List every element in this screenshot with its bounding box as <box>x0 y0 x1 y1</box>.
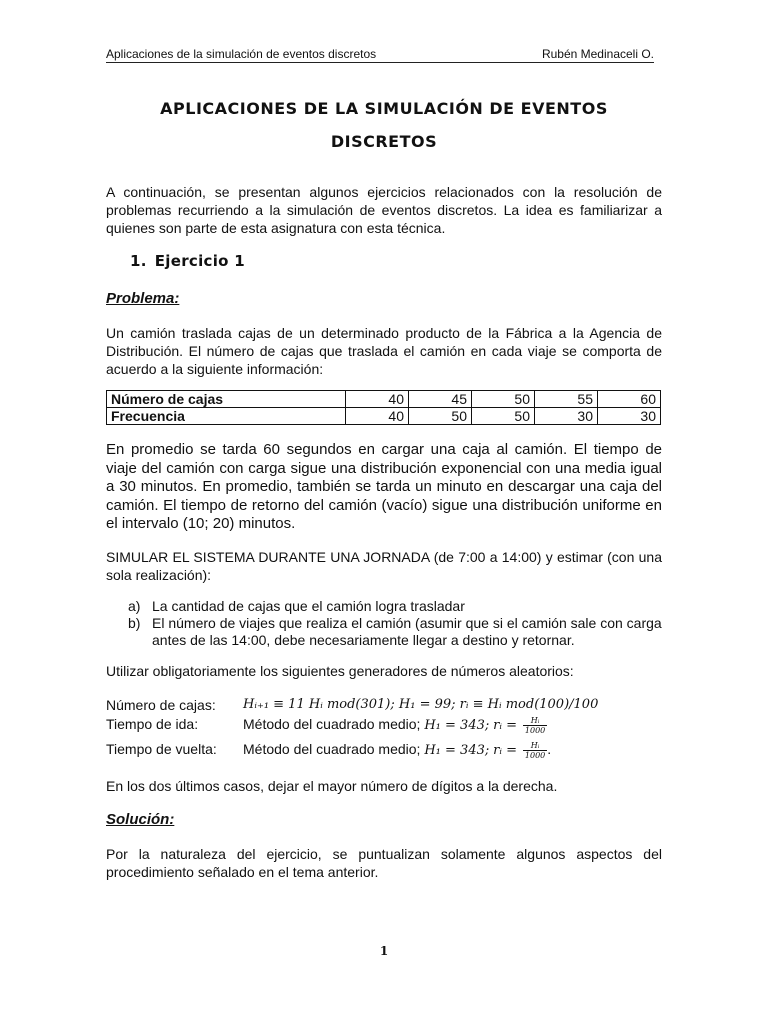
generator-boxes <box>106 696 662 714</box>
title-line-2: DISCRETOS <box>330 132 438 151</box>
page-number: 1 <box>379 944 389 958</box>
fraction <box>523 716 547 735</box>
solution-paragraph: Por la naturaleza del ejercicio, se puntualizan solamente algunos aspectos del procedimiento señalado en el tema anterior. <box>106 846 662 880</box>
title-line-1: APLICACIONES DE LA SIMULACIÓN DE EVENTOS <box>160 99 608 118</box>
frequency-table <box>106 390 661 425</box>
generator-method: Método del cuadrado medio; <box>243 741 421 757</box>
generator-label: Tiempo de vuelta: <box>106 741 217 757</box>
table-row <box>107 408 661 425</box>
table-row <box>107 391 661 408</box>
table-cell: 40 <box>346 408 409 425</box>
document-title <box>106 92 662 158</box>
generator-formula <box>243 740 551 760</box>
table-cell: 60 <box>598 391 661 408</box>
generator-label: Número de cajas: <box>106 697 216 713</box>
fraction <box>523 741 547 760</box>
table-cell: 45 <box>409 391 472 408</box>
fraction-numerator: Hᵢ <box>523 716 547 726</box>
digits-note: En los dos últimos casos, dejar el mayor número de dígitos a la derecha. <box>106 778 558 794</box>
generator-r: rᵢ = <box>493 743 517 758</box>
header-title: Aplicaciones de la simulación de eventos discretos <box>106 47 377 61</box>
table-cell: 50 <box>409 408 472 425</box>
list-marker: b) <box>128 615 141 631</box>
table-cell: 40 <box>346 391 409 408</box>
list-text: El número de viajes que realiza el camión (asumir que si el camión sale con carga antes de las 14:00, debe necesariamente llegar a destino y retornar. <box>152 615 662 648</box>
section-title: Ejercicio 1 <box>154 252 246 270</box>
generator-ida <box>106 715 662 737</box>
intro-paragraph: A continuación, se presentan algunos ejercicios relacionados con la resolución de problemas recurriendo a la simulación de eventos discretos. La idea es familiarizar a quienes son parte de esta asignatura con esta técnica. <box>106 184 662 236</box>
section-number: 1. <box>130 252 147 270</box>
generator-r: rᵢ = <box>493 718 517 733</box>
table-cell: 55 <box>535 391 598 408</box>
fraction-denominator: 1000 <box>524 750 546 760</box>
generator-vuelta <box>106 740 662 762</box>
solution-heading: Solución: <box>106 811 175 828</box>
table-cell: 30 <box>598 408 661 425</box>
fraction-denominator: 1000 <box>524 725 546 735</box>
row-label: Frecuencia <box>107 408 346 425</box>
generator-label: Tiempo de ida: <box>106 716 199 732</box>
questions-list <box>128 598 662 649</box>
table-cell: 50 <box>472 408 535 425</box>
generator-formula <box>243 715 547 735</box>
list-item <box>128 615 662 649</box>
table-cell: 30 <box>535 408 598 425</box>
generator-formula: Hᵢ₊₁ ≡ 11 Hᵢ mod(301); H₁ = 99; rᵢ ≡ Hᵢ mod(100)/100 <box>243 697 599 712</box>
section-heading <box>130 252 245 270</box>
header-author: Rubén Medinaceli O. <box>541 47 654 61</box>
fraction-numerator: Hᵢ <box>523 741 547 751</box>
table-cell: 50 <box>472 391 535 408</box>
times-paragraph: En promedio se tarda 60 segundos en cargar una caja al camión. El tiempo de viaje del camión con carga sigue una distribución exponencial con una media igual a 30 minutos. En promedio, también se tarda un minuto en descargar una caja del camión. El tiempo de retorno del camión (vacío) sigue una distribución uniforme en el intervalo (10; 20) minutos. <box>106 441 662 532</box>
generator-seed: H₁ = 343; <box>424 718 490 733</box>
formula-end: . <box>547 741 552 757</box>
generator-method: Método del cuadrado medio; <box>243 716 421 732</box>
running-header <box>106 46 654 63</box>
generator-seed: H₁ = 343; <box>424 743 490 758</box>
list-item <box>128 598 662 615</box>
list-marker: a) <box>128 598 141 614</box>
list-text: La cantidad de cajas que el camión logra trasladar <box>152 598 465 614</box>
problem-heading: Problema: <box>106 290 180 307</box>
problem-paragraph: Un camión traslada cajas de un determinado producto de la Fábrica a la Agencia de Distribución. El número de cajas que traslada el camión en cada viaje se comporta de acuerdo a la siguiente información: <box>106 325 662 377</box>
generators-intro: Utilizar obligatoriamente los siguientes generadores de números aleatorios: <box>106 663 574 679</box>
row-label: Número de cajas <box>107 391 346 408</box>
simulate-paragraph: SIMULAR EL SISTEMA DURANTE UNA JORNADA (de 7:00 a 14:00) y estimar (con una sola realización): <box>106 549 662 583</box>
